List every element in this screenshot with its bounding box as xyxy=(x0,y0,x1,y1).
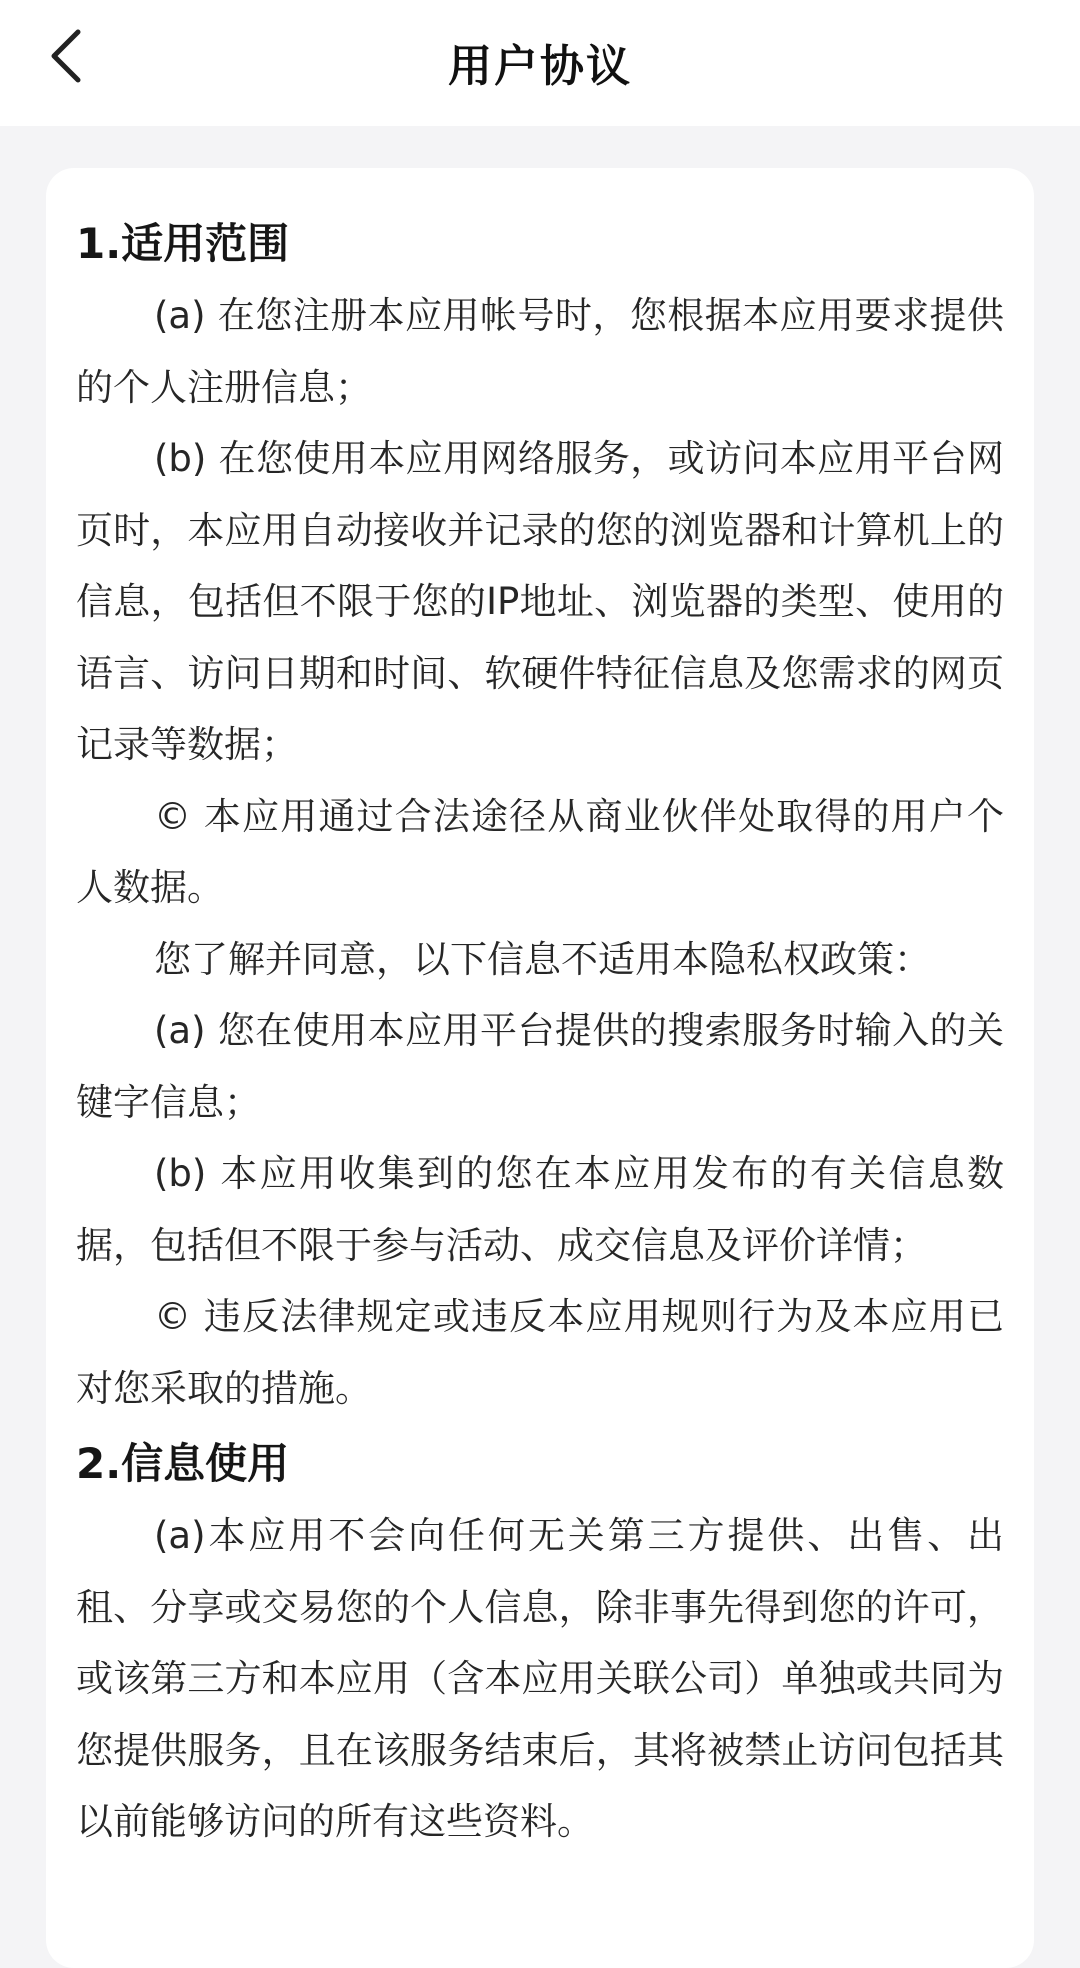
paragraph: (b) 在您使用本应用网络服务，或访问本应用平台网页时，本应用自动接收并记录的您的浏览器和计算机上的信息，包括但不限于您的IP地址、浏览器的类型、使用的语言、访问日期和时间、软硬件特征信息及您需求的网页记录等数据； xyxy=(76,437,1004,766)
paragraph: © 违反法律规定或违反本应用规则行为及本应用已对您采取的措施。 xyxy=(76,1295,1004,1410)
paragraph: (a) 您在使用本应用平台提供的搜索服务时输入的关键字信息； xyxy=(76,1009,1004,1124)
paragraph: 您了解并同意，以下信息不适用本隐私权政策： xyxy=(154,937,931,981)
paragraph: © 本应用通过合法途径从商业伙伴处取得的用户个人数据。 xyxy=(76,794,1004,909)
page-title: 用户协议 xyxy=(448,41,632,92)
paragraph: (a)本应用不会向任何无关第三方提供、出售、出租、分享或交易您的个人信息，除非事先得到您的许可，或该第三方和本应用（含本应用关联公司）单独或共同为您提供服务，且在该服务结束后，其将被禁止访问包括其以前能够访问的所有这些资料。 xyxy=(76,1514,1004,1843)
section-heading-usage: 2.信息使用 xyxy=(76,1439,290,1488)
nav-header xyxy=(0,0,1080,126)
section-heading-scope: 1.适用范围 xyxy=(76,219,290,268)
paragraph: (b) 本应用收集到的您在本应用发布的有关信息数据，包括但不限于参与活动、成交信息及评价详情； xyxy=(76,1152,1004,1267)
paragraph: (a) 在您注册本应用帐号时，您根据本应用要求提供的个人注册信息； xyxy=(76,294,1004,409)
agreement-content-card[interactable] xyxy=(46,168,1034,1968)
